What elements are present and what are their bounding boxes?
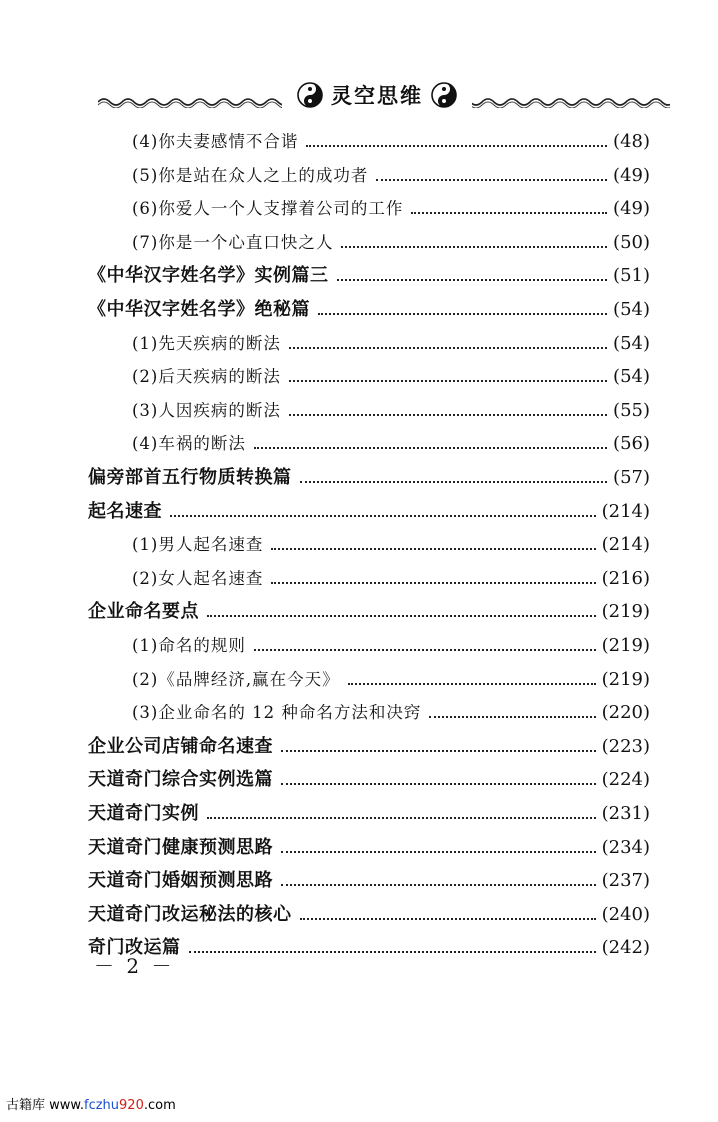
toc-entry: [88, 830, 650, 860]
toc-entry-title: 企业公司店铺命名速查: [88, 735, 273, 757]
toc-entry: [88, 292, 650, 322]
toc-entry-page: (219): [601, 668, 650, 690]
toc-entry-page: (242): [601, 937, 650, 959]
toc-entry: [88, 897, 650, 927]
dot-leader: [289, 347, 607, 349]
toc-entry-title: 天道奇门健康预测思路: [88, 836, 273, 858]
toc-entry-title: 《中华汉字姓名学》绝秘篇: [88, 299, 310, 320]
dot-leader: [341, 246, 607, 248]
toc-entry: [88, 494, 650, 524]
dot-leader: [207, 615, 596, 617]
footer-url-suffix: .com: [143, 1098, 176, 1113]
toc-entry-title: 奇门改运篇: [88, 937, 181, 959]
toc-entry: [132, 191, 650, 221]
dot-leader: [300, 481, 608, 483]
dot-leader: [376, 179, 607, 181]
toc-entry-page: (56): [613, 433, 650, 455]
toc-entry-title: 天道奇门婚姻预测思路: [88, 870, 273, 892]
toc-entry-title: (1)男人起名速查: [132, 535, 264, 555]
toc-entry-title: (7)你是一个心直口快之人: [132, 232, 334, 252]
toc-entry-title: (6)你爱人一个人支撑着公司的工作: [132, 199, 404, 219]
toc-entry: [132, 124, 650, 154]
dot-leader: [300, 918, 596, 920]
footer-watermark: [6, 1094, 176, 1113]
dot-leader: [170, 515, 596, 517]
toc-entry-title: (4)你夫妻感情不合谐: [132, 132, 299, 151]
toc-entry-title: (3)人因疾病的断法: [132, 400, 281, 420]
toc-entry: [132, 527, 650, 557]
toc-entry: [132, 326, 650, 356]
dot-leader: [429, 716, 595, 718]
toc-entry-page: (51): [613, 265, 650, 287]
dot-leader: [306, 145, 607, 147]
toc-entry-page: (219): [601, 635, 650, 656]
toc-entry-title: 天道奇门实例: [88, 803, 199, 824]
toc-entry-page: (49): [613, 164, 650, 186]
header-title: 灵空思维: [331, 83, 423, 108]
dot-leader: [289, 380, 607, 382]
toc-entry-title: (2)后天疾病的断法: [132, 367, 281, 387]
dot-leader: [337, 279, 608, 281]
toc-entry: [132, 426, 650, 456]
toc-entry-page: (48): [613, 131, 650, 152]
toc-entry-page: (50): [613, 231, 650, 253]
toc-entry: [88, 460, 650, 490]
toc-entry-title: (3)企业命名的 12 种命名方法和决窍: [132, 703, 422, 723]
dot-leader: [271, 548, 595, 550]
toc-entry: [88, 796, 650, 826]
toc-entry: [132, 662, 650, 692]
toc-entry: [132, 628, 650, 658]
toc-entry: [132, 695, 650, 725]
toc-entry-title: 天道奇门综合实例选篇: [88, 769, 273, 791]
toc-entry-title: (2)女人起名速查: [132, 568, 264, 588]
footer-url-prefix: www.: [49, 1098, 84, 1113]
toc-entry: [132, 359, 650, 389]
footer-label: 古籍库: [6, 1098, 46, 1113]
dot-leader: [411, 212, 607, 214]
toc-entry: [88, 594, 650, 624]
toc-entry-page: (54): [613, 366, 650, 388]
dot-leader: [254, 447, 607, 449]
toc-entry-page: (54): [613, 332, 650, 354]
toc-entry-page: (237): [601, 870, 650, 892]
toc-entry: [88, 863, 650, 893]
toc-entry-page: (49): [613, 198, 650, 220]
dot-leader: [348, 683, 596, 685]
toc-entry-page: (223): [601, 735, 650, 757]
toc-entry-title: (4)车祸的断法: [132, 434, 246, 454]
dot-leader: [281, 750, 596, 752]
dot-leader: [281, 851, 596, 853]
toc-entry: [132, 225, 650, 255]
toc-entry-page: (214): [601, 534, 650, 556]
dot-leader: [289, 414, 607, 416]
toc-entry-title: 企业命名要点: [88, 601, 199, 623]
toc-entry: [88, 729, 650, 759]
toc-entry-title: 《中华汉字姓名学》实例篇三: [88, 265, 329, 287]
toc-entry-title: (2)《品牌经济,赢在今天》: [132, 669, 340, 689]
toc-entry-page: (240): [601, 903, 650, 925]
toc-entry: [88, 258, 650, 288]
toc-entry-title: (5)你是站在众人之上的成功者: [132, 165, 369, 185]
toc-entry-page: (234): [601, 836, 650, 858]
footer-url-red: 920: [119, 1098, 144, 1113]
toc-entry: [88, 762, 650, 792]
page-number: － 2 －: [94, 954, 175, 978]
toc-entry-title: 天道奇门改运秘法的核心: [88, 903, 292, 925]
toc-entry-page: (214): [601, 500, 650, 522]
dot-leader: [281, 884, 596, 886]
toc-entry-page: (57): [613, 467, 650, 488]
dot-leader: [271, 582, 595, 584]
toc-entry-page: (219): [601, 601, 650, 623]
toc-entry-title: (1)命名的规则: [132, 636, 246, 655]
dot-leader: [189, 951, 596, 953]
dot-leader: [254, 649, 596, 651]
dot-leader: [281, 783, 596, 785]
toc-entry: [132, 561, 650, 591]
footer-url-blue: fczhu: [84, 1098, 120, 1113]
toc-entry-page: (220): [601, 702, 650, 724]
toc-entry-page: (54): [613, 299, 650, 320]
toc-entry-page: (231): [601, 803, 650, 824]
dot-leader: [207, 817, 596, 819]
toc-entry: [132, 158, 650, 188]
toc-entry: [132, 393, 650, 423]
toc-entry-title: 起名速查: [88, 500, 162, 522]
toc-entry-page: (216): [601, 567, 650, 589]
toc-entry-title: (1)先天疾病的断法: [132, 333, 281, 353]
toc-entry-page: (224): [601, 769, 650, 791]
toc-entry-page: (55): [613, 399, 650, 421]
dot-leader: [318, 313, 607, 315]
toc-entry-title: 偏旁部首五行物质转换篇: [88, 467, 292, 488]
